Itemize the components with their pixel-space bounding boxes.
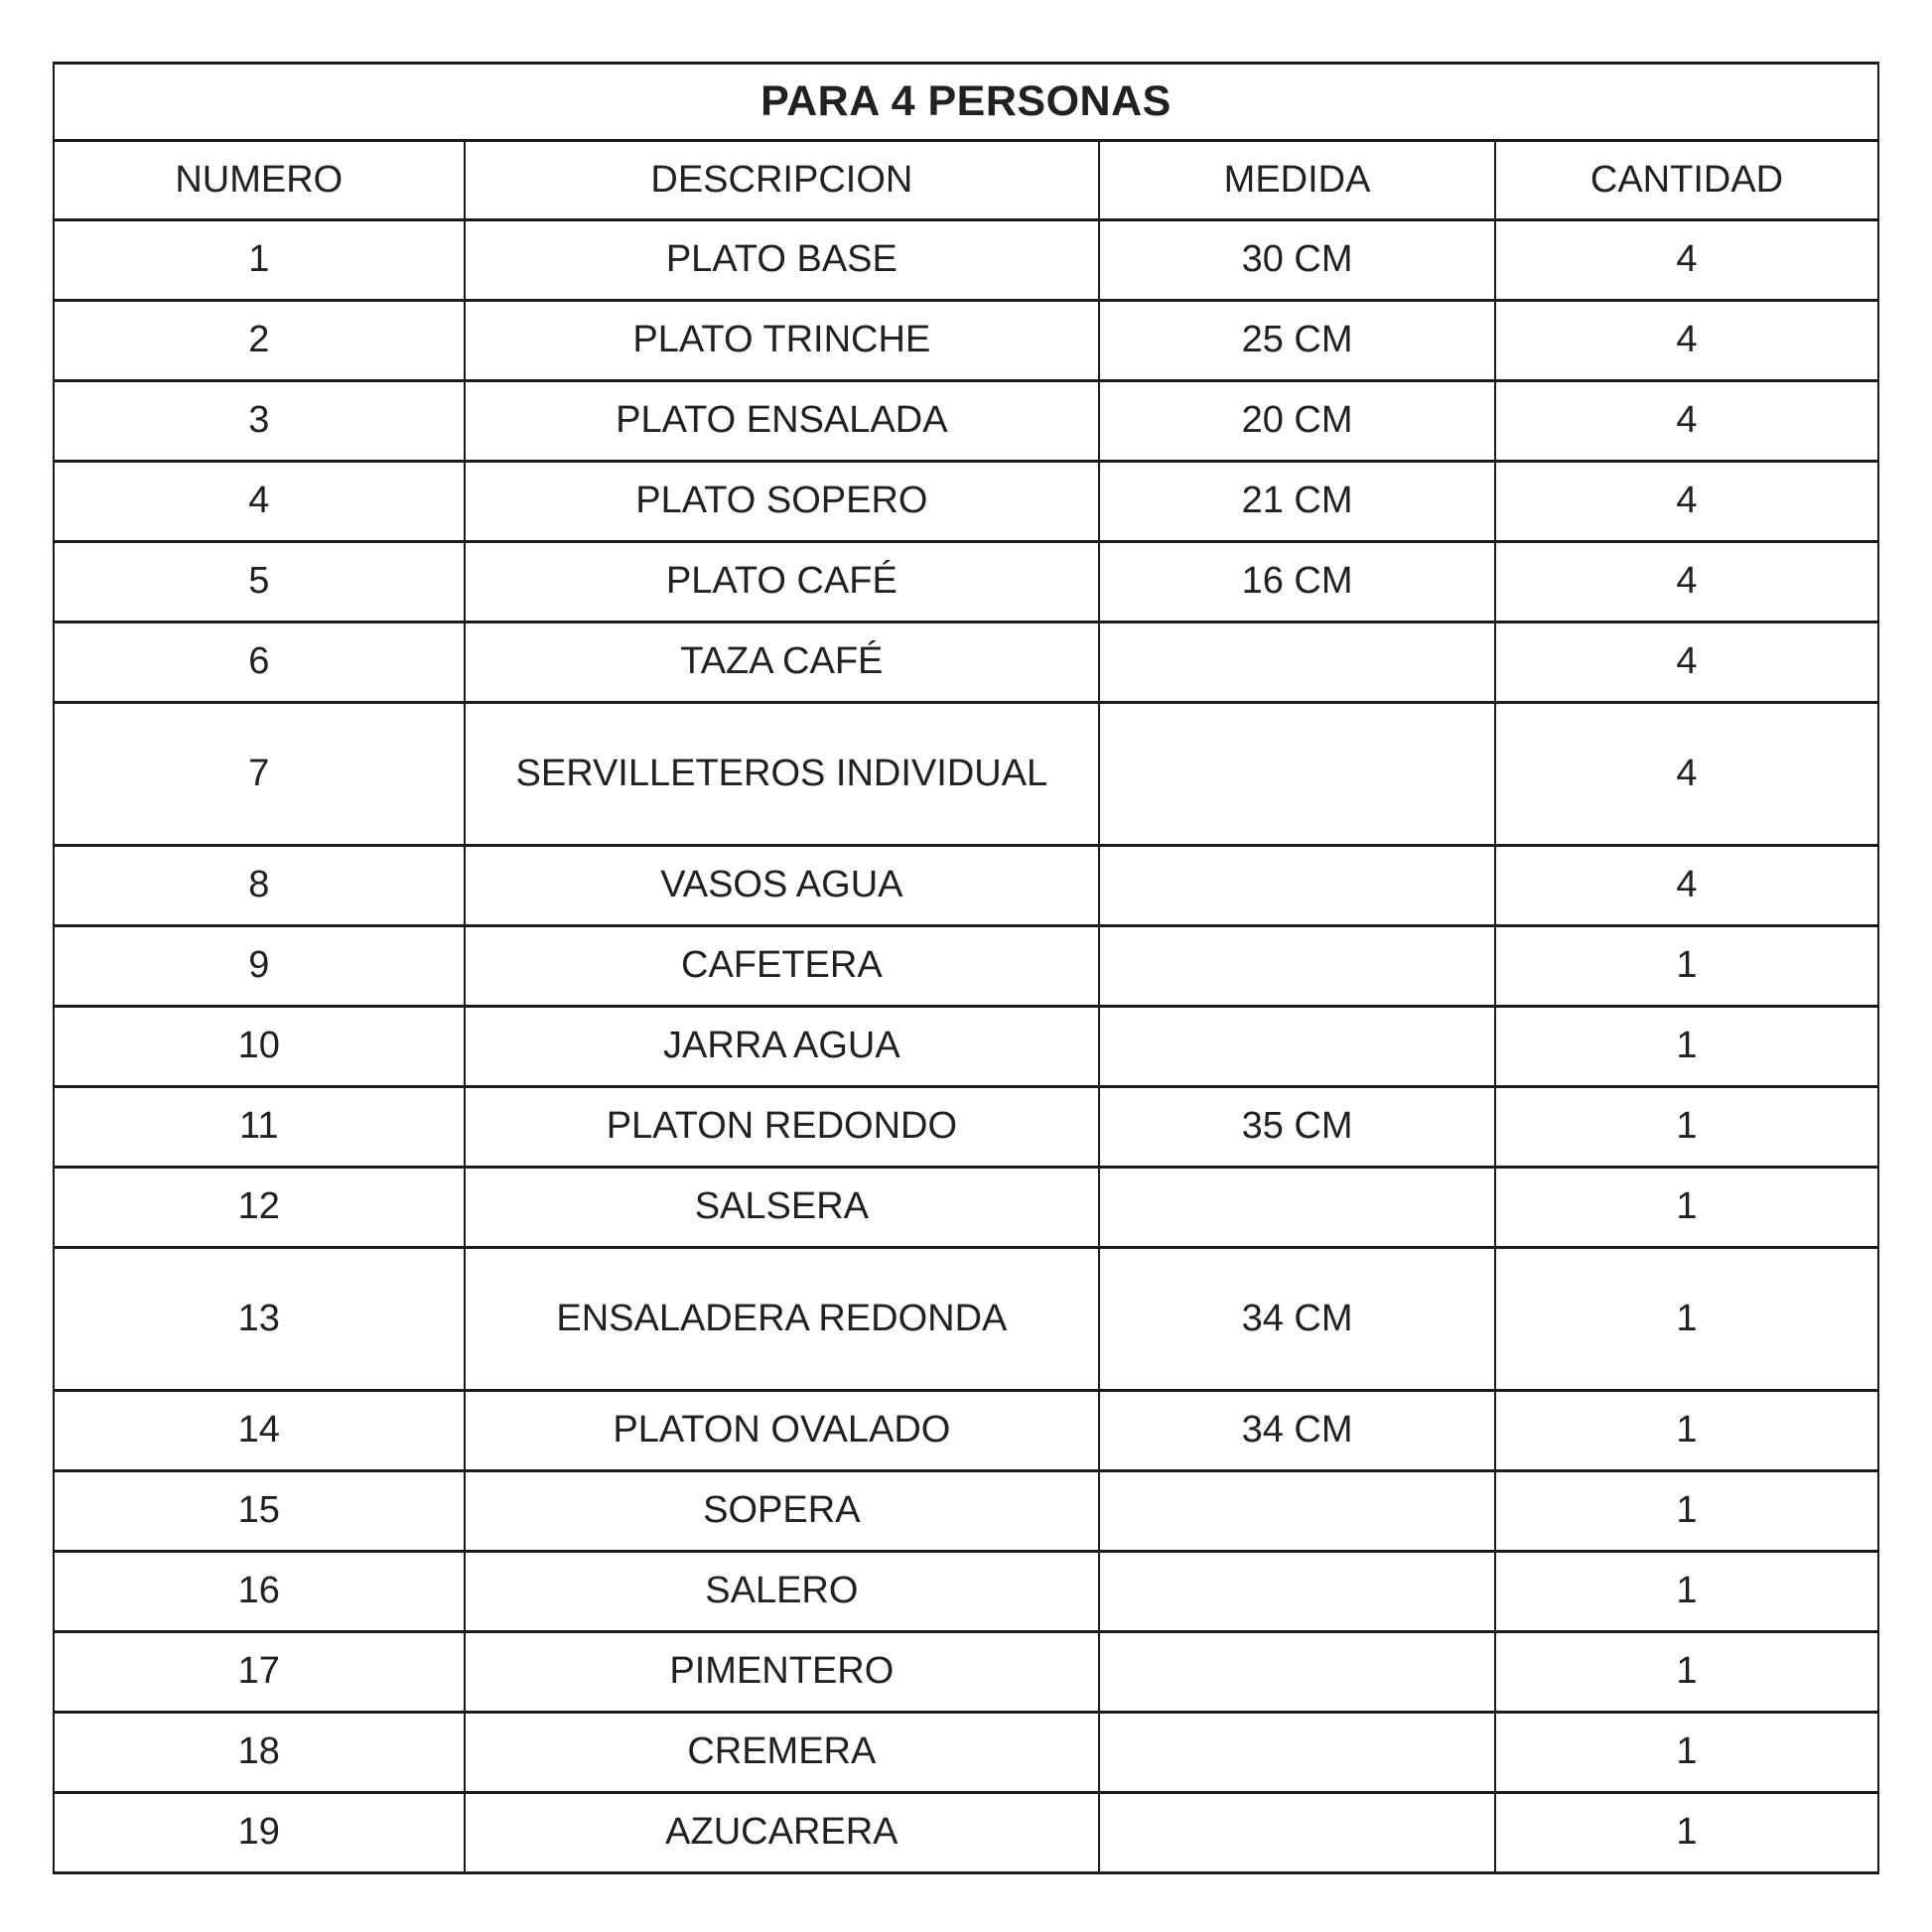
cell-medida: 20 CM [1099, 381, 1495, 462]
table-row [54, 1471, 1878, 1552]
cell-numero: 18 [54, 1713, 465, 1793]
cell-numero: 14 [54, 1391, 465, 1471]
table-row [54, 542, 1878, 622]
cell-numero: 2 [54, 301, 465, 381]
table-row [54, 220, 1878, 301]
table-row [54, 1248, 1878, 1391]
cell-descripcion: SALERO [465, 1552, 1100, 1632]
table-row [54, 1391, 1878, 1471]
cell-numero: 11 [54, 1087, 465, 1168]
cell-descripcion: ENSALADERA REDONDA [465, 1248, 1100, 1391]
cell-descripcion: SALSERA [465, 1168, 1100, 1248]
table-row [54, 703, 1878, 846]
cell-medida [1099, 846, 1495, 926]
column-header-descripcion: DESCRIPCION [465, 141, 1100, 220]
cell-medida [1099, 1007, 1495, 1087]
cell-cantidad: 1 [1495, 1168, 1878, 1248]
table-row [54, 1793, 1878, 1873]
cell-numero: 5 [54, 542, 465, 622]
cell-cantidad: 4 [1495, 301, 1878, 381]
cell-numero: 19 [54, 1793, 465, 1873]
cell-descripcion: SOPERA [465, 1471, 1100, 1552]
cell-descripcion: PLATO ENSALADA [465, 381, 1100, 462]
cell-medida: 35 CM [1099, 1087, 1495, 1168]
cell-descripcion: CAFETERA [465, 926, 1100, 1007]
cell-descripcion: AZUCARERA [465, 1793, 1100, 1873]
cell-descripcion: SERVILLETEROS INDIVIDUAL [465, 703, 1100, 846]
cell-medida [1099, 622, 1495, 703]
cell-cantidad: 4 [1495, 542, 1878, 622]
cell-numero: 13 [54, 1248, 465, 1391]
cell-medida [1099, 1552, 1495, 1632]
table-row [54, 622, 1878, 703]
table-row [54, 1552, 1878, 1632]
cell-numero: 9 [54, 926, 465, 1007]
table-row [54, 926, 1878, 1007]
cell-descripcion: PLATO BASE [465, 220, 1100, 301]
cell-numero: 7 [54, 703, 465, 846]
cell-cantidad: 1 [1495, 1248, 1878, 1391]
column-header-medida: MEDIDA [1099, 141, 1495, 220]
table-header-row [54, 141, 1878, 220]
table-title: PARA 4 PERSONAS [54, 64, 1878, 141]
cell-cantidad: 4 [1495, 846, 1878, 926]
tableware-inventory-table [53, 62, 1879, 1874]
table-row [54, 462, 1878, 542]
table-body [54, 220, 1878, 1873]
cell-descripcion: PIMENTERO [465, 1632, 1100, 1713]
cell-descripcion: PLATON REDONDO [465, 1087, 1100, 1168]
table-row [54, 846, 1878, 926]
cell-cantidad: 1 [1495, 1632, 1878, 1713]
cell-numero: 6 [54, 622, 465, 703]
cell-descripcion: PLATO CAFÉ [465, 542, 1100, 622]
cell-cantidad: 4 [1495, 220, 1878, 301]
cell-medida [1099, 703, 1495, 846]
cell-descripcion: TAZA CAFÉ [465, 622, 1100, 703]
cell-medida: 34 CM [1099, 1248, 1495, 1391]
cell-medida: 21 CM [1099, 462, 1495, 542]
cell-numero: 4 [54, 462, 465, 542]
cell-medida: 25 CM [1099, 301, 1495, 381]
cell-cantidad: 1 [1495, 1391, 1878, 1471]
cell-numero: 8 [54, 846, 465, 926]
cell-medida [1099, 1632, 1495, 1713]
table-row [54, 301, 1878, 381]
cell-medida [1099, 926, 1495, 1007]
cell-cantidad: 4 [1495, 462, 1878, 542]
table-row [54, 1007, 1878, 1087]
cell-cantidad: 1 [1495, 1087, 1878, 1168]
cell-medida: 34 CM [1099, 1391, 1495, 1471]
column-header-cantidad: CANTIDAD [1495, 141, 1878, 220]
cell-medida [1099, 1168, 1495, 1248]
cell-cantidad: 4 [1495, 703, 1878, 846]
cell-descripcion: VASOS AGUA [465, 846, 1100, 926]
cell-cantidad: 1 [1495, 1471, 1878, 1552]
cell-descripcion: PLATO TRINCHE [465, 301, 1100, 381]
cell-descripcion: PLATO SOPERO [465, 462, 1100, 542]
cell-cantidad: 1 [1495, 1007, 1878, 1087]
cell-medida [1099, 1793, 1495, 1873]
table-row [54, 1632, 1878, 1713]
cell-numero: 10 [54, 1007, 465, 1087]
table-row [54, 1087, 1878, 1168]
cell-numero: 17 [54, 1632, 465, 1713]
cell-cantidad: 4 [1495, 622, 1878, 703]
table-row [54, 1168, 1878, 1248]
cell-medida [1099, 1713, 1495, 1793]
cell-numero: 3 [54, 381, 465, 462]
table-title-row [54, 64, 1878, 141]
cell-numero: 16 [54, 1552, 465, 1632]
cell-cantidad: 4 [1495, 381, 1878, 462]
table-row [54, 381, 1878, 462]
cell-descripcion: CREMERA [465, 1713, 1100, 1793]
cell-numero: 15 [54, 1471, 465, 1552]
cell-medida: 16 CM [1099, 542, 1495, 622]
cell-cantidad: 1 [1495, 1713, 1878, 1793]
cell-medida: 30 CM [1099, 220, 1495, 301]
cell-descripcion: JARRA AGUA [465, 1007, 1100, 1087]
cell-cantidad: 1 [1495, 926, 1878, 1007]
cell-numero: 12 [54, 1168, 465, 1248]
cell-cantidad: 1 [1495, 1793, 1878, 1873]
cell-descripcion: PLATON OVALADO [465, 1391, 1100, 1471]
column-header-numero: NUMERO [54, 141, 465, 220]
cell-medida [1099, 1471, 1495, 1552]
cell-cantidad: 1 [1495, 1552, 1878, 1632]
cell-numero: 1 [54, 220, 465, 301]
table-row [54, 1713, 1878, 1793]
